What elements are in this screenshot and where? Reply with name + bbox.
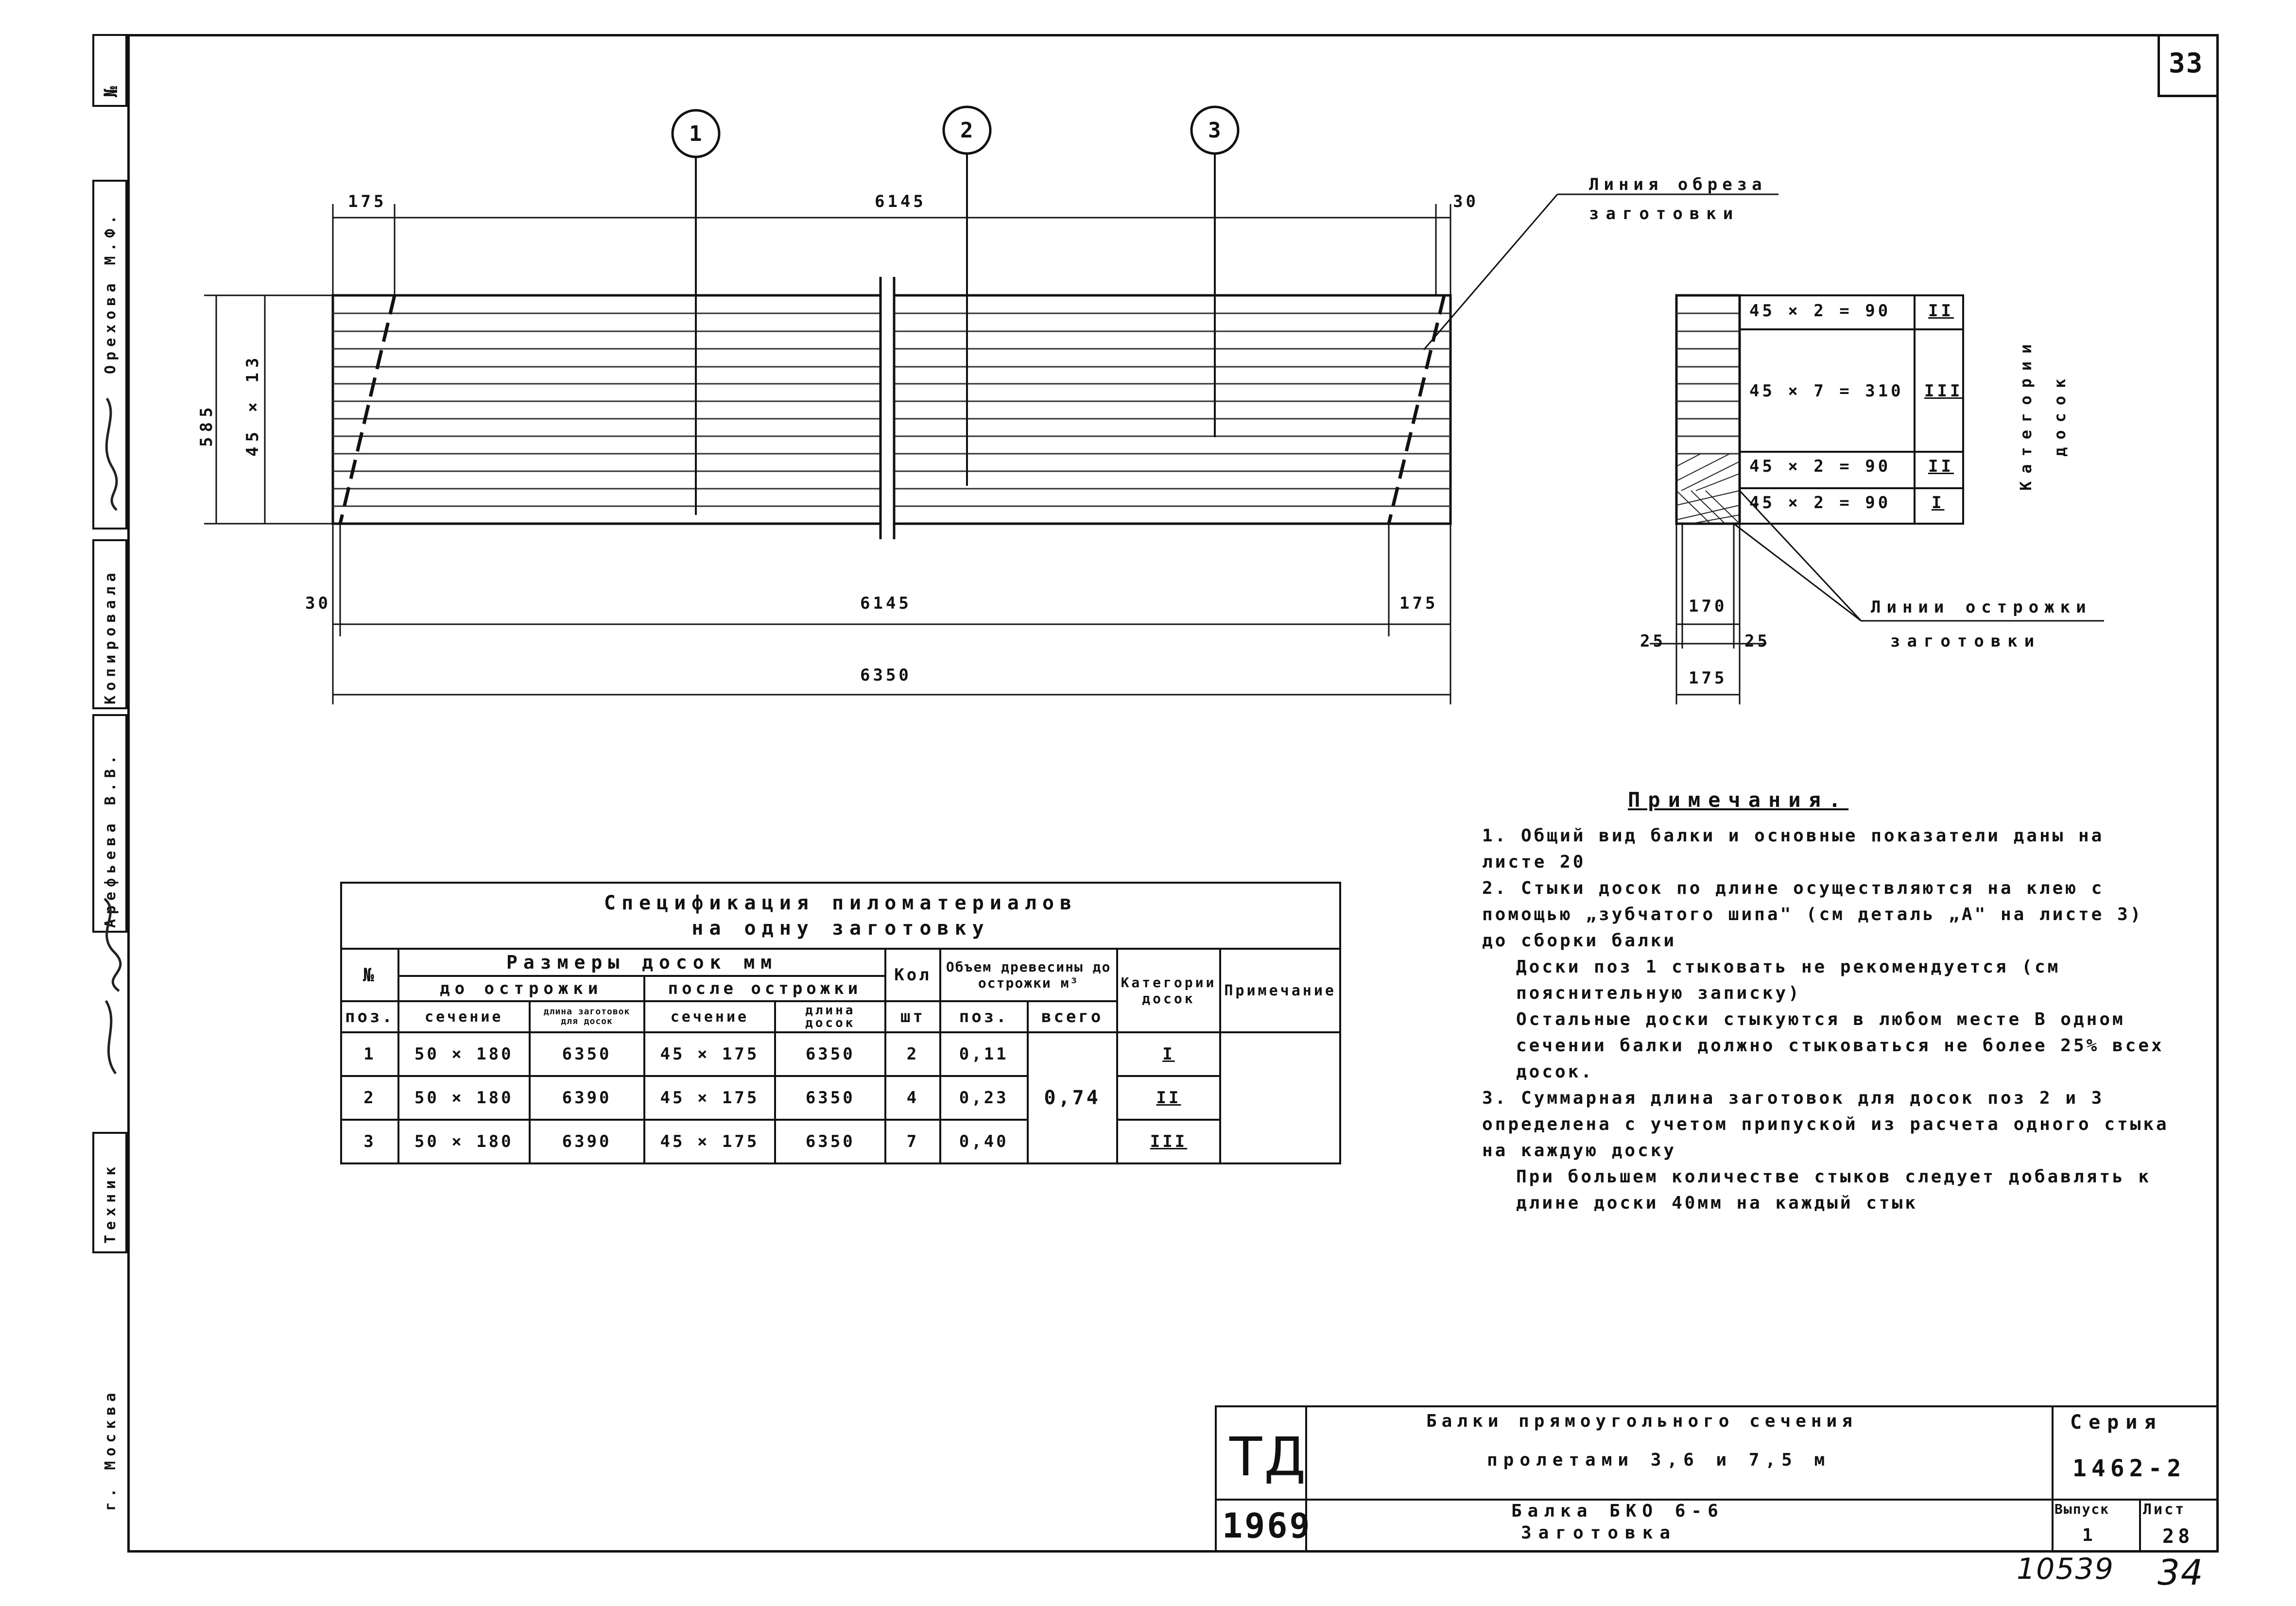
- tb-title4: Заготовка: [1521, 1523, 1677, 1543]
- dim-bottom-175: 175: [1399, 594, 1438, 613]
- sheet-number: 33: [2169, 48, 2204, 79]
- row3-sec-before: 50 × 180: [398, 1120, 530, 1163]
- tb-issue-value: 1: [2082, 1525, 2097, 1545]
- hdr-section-before: сечение: [398, 1001, 530, 1032]
- row-note: [1220, 1032, 1340, 1163]
- row3-pos: 3: [341, 1120, 398, 1163]
- table-row: [341, 1076, 1340, 1120]
- hdr-length-after: длина досок: [775, 1001, 885, 1032]
- categories-label-1: Категории: [2017, 336, 2035, 491]
- dim-top-175: 175: [348, 192, 387, 211]
- hdr-length-before: длина заготовок для досок: [530, 1001, 644, 1032]
- hdr-qty-unit: шт: [885, 1001, 940, 1032]
- hdr-vol-total: всего: [1028, 1001, 1117, 1032]
- notes-block: [1482, 787, 2172, 1216]
- row1-len-after: 6350: [775, 1032, 885, 1076]
- row3-sec-after: 45 × 175: [644, 1120, 776, 1163]
- hdr-before: до острожки: [398, 976, 644, 1001]
- tb-sheet-value: 28: [2162, 1525, 2194, 1548]
- planing-label-1: Линии острожки: [1871, 598, 2092, 617]
- row2-sec-before: 50 × 180: [398, 1076, 530, 1120]
- row2-len-after: 6350: [775, 1076, 885, 1120]
- stamp-name-1: Орехова М.Ф.: [102, 210, 119, 374]
- city-label: г. Москва: [102, 1388, 119, 1511]
- section-row-1: 45 × 2 = 90: [1749, 301, 1891, 321]
- row1-cat: I: [1117, 1032, 1221, 1076]
- stamp-name-3: Арефьева В.В.: [102, 751, 119, 928]
- hdr-after: после острожки: [644, 976, 886, 1001]
- hdr-category: Категории досок: [1117, 949, 1221, 1032]
- planing-label-2: заготовки: [1890, 632, 2041, 651]
- row1-pos: 1: [341, 1032, 398, 1076]
- tb-sheet-label: Лист: [2143, 1501, 2186, 1518]
- section-cat-1: II: [1928, 301, 1954, 321]
- archive-number: 10539: [2017, 1552, 2114, 1586]
- cut-line-label-1: Линия обреза: [1589, 175, 1767, 194]
- note-3a: При большем количестве стыков следует добавлять к длине доски 40мм на каждый стык: [1516, 1167, 2152, 1213]
- tb-series-value: 1462-2: [2072, 1455, 2186, 1482]
- note-3: 3. Суммарная длина заготовок для досок поз 2 и 3 определена с учетом припуской из расчета одного стыка на каждую доску: [1482, 1088, 2169, 1161]
- dim-left-45x13: 45 × 13: [243, 353, 262, 457]
- section-dim-25-left: 25: [1640, 632, 1666, 651]
- notes-title: Примечания.: [1628, 788, 1849, 812]
- categories-label-2: досок: [2051, 371, 2069, 457]
- row2-len-before: 6390: [530, 1076, 644, 1120]
- vol-total-value: 0,74: [1028, 1032, 1117, 1163]
- hdr-pos: №: [341, 949, 398, 1001]
- spec-table: [340, 882, 1341, 1164]
- hdr-vol-pos: поз.: [940, 1001, 1028, 1032]
- stamp-name-4: Техник: [102, 1162, 119, 1244]
- note-1: 1. Общий вид балки и основные показатели даны на листе 20: [1482, 826, 2105, 872]
- section-dim-25-right: 25: [1744, 632, 1770, 651]
- hdr-sizes: Размеры досок мм: [398, 949, 885, 976]
- cut-line-label-2: заготовки: [1589, 204, 1740, 223]
- tb-title1: Балки прямоугольного сечения: [1426, 1411, 1857, 1431]
- row1-len-before: 6350: [530, 1032, 644, 1076]
- tb-title3: Балка БКО 6-6: [1511, 1501, 1724, 1521]
- row1-sec-before: 50 × 180: [398, 1032, 530, 1076]
- tb-issue-label: Выпуск: [2054, 1501, 2110, 1517]
- spec-subtitle: на одну заготовку: [691, 917, 990, 940]
- tb-title2: пролетами 3,6 и 7,5 м: [1487, 1450, 1831, 1470]
- hdr-note: Примечание: [1220, 949, 1340, 1032]
- section-row-3: 45 × 2 = 90: [1749, 457, 1891, 476]
- note-2a: Доски поз 1 стыковать не рекомендуется (см пояснительную записку): [1516, 957, 2061, 1003]
- row1-vol: 0,11: [940, 1032, 1028, 1076]
- hdr-pos-bottom: поз.: [341, 1001, 398, 1032]
- spec-title: Спецификация пиломатериалов: [604, 892, 1078, 914]
- section-cat-2: III: [1924, 381, 1963, 401]
- stamp-no: №: [100, 81, 121, 97]
- row2-cat: II: [1117, 1076, 1221, 1120]
- row2-pos: 2: [341, 1076, 398, 1120]
- tb-series-label: Серия: [2070, 1411, 2163, 1434]
- section-row-4: 45 × 2 = 90: [1749, 493, 1891, 513]
- callout-2: 2: [960, 118, 973, 143]
- row1-qty: 2: [885, 1032, 940, 1076]
- row3-cat: III: [1117, 1120, 1221, 1163]
- row3-len-after: 6350: [775, 1120, 885, 1163]
- hdr-section-after: сечение: [644, 1001, 776, 1032]
- section-dim-170: 170: [1689, 597, 1727, 616]
- stamp-name-2: Копировала: [102, 568, 119, 704]
- row2-sec-after: 45 × 175: [644, 1076, 776, 1120]
- page-number: 34: [2158, 1552, 2204, 1593]
- row3-vol: 0,40: [940, 1120, 1028, 1163]
- table-row: [341, 1032, 1340, 1076]
- note-2b: Остальные доски стыкуются в любом месте В одном сечении балки должно стыковаться не более 25% всех досок.: [1516, 1009, 2164, 1082]
- hdr-qty: Кол: [885, 949, 940, 1001]
- tb-org: ТД: [1229, 1426, 1308, 1488]
- row3-qty: 7: [885, 1120, 940, 1163]
- callout-1: 1: [689, 121, 702, 146]
- section-outline: [1676, 295, 1740, 524]
- section-cat-3: II: [1928, 457, 1954, 476]
- dim-top-30: 30: [1453, 192, 1479, 211]
- section-dim-175: 175: [1689, 668, 1727, 688]
- tb-year: 1969: [1222, 1506, 1312, 1546]
- dim-left-585: 585: [197, 402, 216, 447]
- dim-bottom-30: 30: [305, 594, 331, 613]
- row3-len-before: 6390: [530, 1120, 644, 1163]
- table-row: [341, 1120, 1340, 1163]
- note-2: 2. Стыки досок по длине осуществляются на клею с помощью „зубчатого шипа" (см деталь „А" на листе 3) до сборки балки: [1482, 878, 2143, 951]
- beam-drawing: [0, 0, 2296, 729]
- row2-qty: 4: [885, 1076, 940, 1120]
- section-cat-4: I: [1932, 493, 1945, 513]
- dim-bottom-6350: 6350: [860, 666, 912, 685]
- row1-sec-after: 45 × 175: [644, 1032, 776, 1076]
- dim-top-6145: 6145: [875, 192, 926, 211]
- row2-vol: 0,23: [940, 1076, 1028, 1120]
- section-row-2: 45 × 7 = 310: [1749, 381, 1904, 401]
- callout-3: 3: [1208, 118, 1221, 143]
- hdr-volume: Объем древесины до острожки м³: [940, 949, 1117, 1001]
- dim-bottom-6145: 6145: [860, 594, 912, 613]
